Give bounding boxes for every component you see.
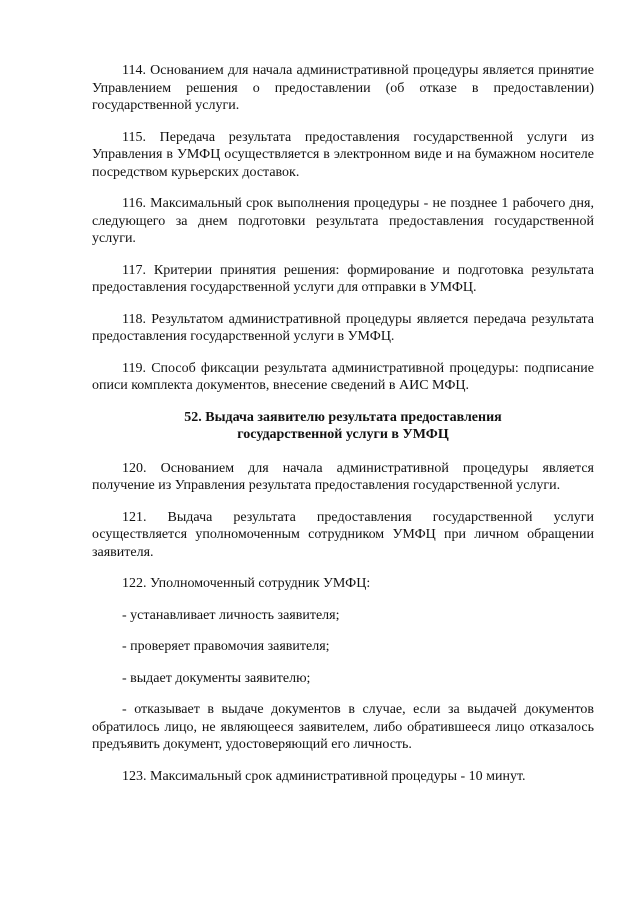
list-item-issue-documents: - выдает документы заявителю; (122, 670, 311, 686)
list-item-identity: - устанавливает личность заявителя; (122, 607, 340, 623)
paragraph-118: 118. Результатом административной процедуры является передача результата предоставления государственной услуги в УМФЦ. (92, 311, 594, 344)
section-heading-line-2: государственной услуги в УМФЦ (237, 427, 449, 442)
list-item-authority: - проверяет правомочия заявителя; (122, 639, 330, 654)
paragraph-121: 121. Выдача результата предоставления государственной услуги осуществляется уполномоченным сотрудником УМФЦ при личном обращении заявителя. (92, 509, 594, 560)
paragraph-117: 117. Критерии принятия решения: формирование и подготовка результата предоставления государственной услуги для отправки в УМФЦ. (92, 262, 594, 295)
document-page (92, 62, 594, 799)
paragraph-119: 119. Способ фиксации результата административной процедуры: подписание описи комплекта документов, внесение сведений в АИС МФЦ. (92, 360, 594, 393)
paragraph-122: 122. Уполномоченный сотрудник УМФЦ: (122, 576, 371, 591)
section-heading-52 (92, 409, 594, 444)
list-item-refusal: - отказывает в выдаче документов в случае, если за выдачей документов обратилось лицо, не являющееся заявителем, либо обратившееся лицо отказалось предъявить документ, удостоверяющий его личность. (92, 702, 594, 752)
section-heading-line-1: 52. Выдача заявителю результата предоставления (184, 409, 502, 425)
paragraph-114: 114. Основанием для начала административной процедуры является принятие Управлением решения о предоставлении (об отказе в предоставлении) государственной услуги. (92, 63, 594, 113)
paragraph-115: 115. Передача результата предоставления государственной услуги из Управления в УМФЦ осуществляется в электронном виде и на бумажном носителе посредством курьерских доставок. (92, 129, 594, 180)
paragraph-116: 116. Максимальный срок выполнения процедуры - не позднее 1 рабочего дня, следующего за днем подготовки результата предоставления государственной услуги. (92, 196, 594, 246)
paragraph-123: 123. Максимальный срок административной процедуры - 10 минут. (122, 768, 526, 784)
paragraph-120: 120. Основанием для начала административной процедуры является получение из Управления результата предоставления государственной услуги. (92, 460, 594, 493)
